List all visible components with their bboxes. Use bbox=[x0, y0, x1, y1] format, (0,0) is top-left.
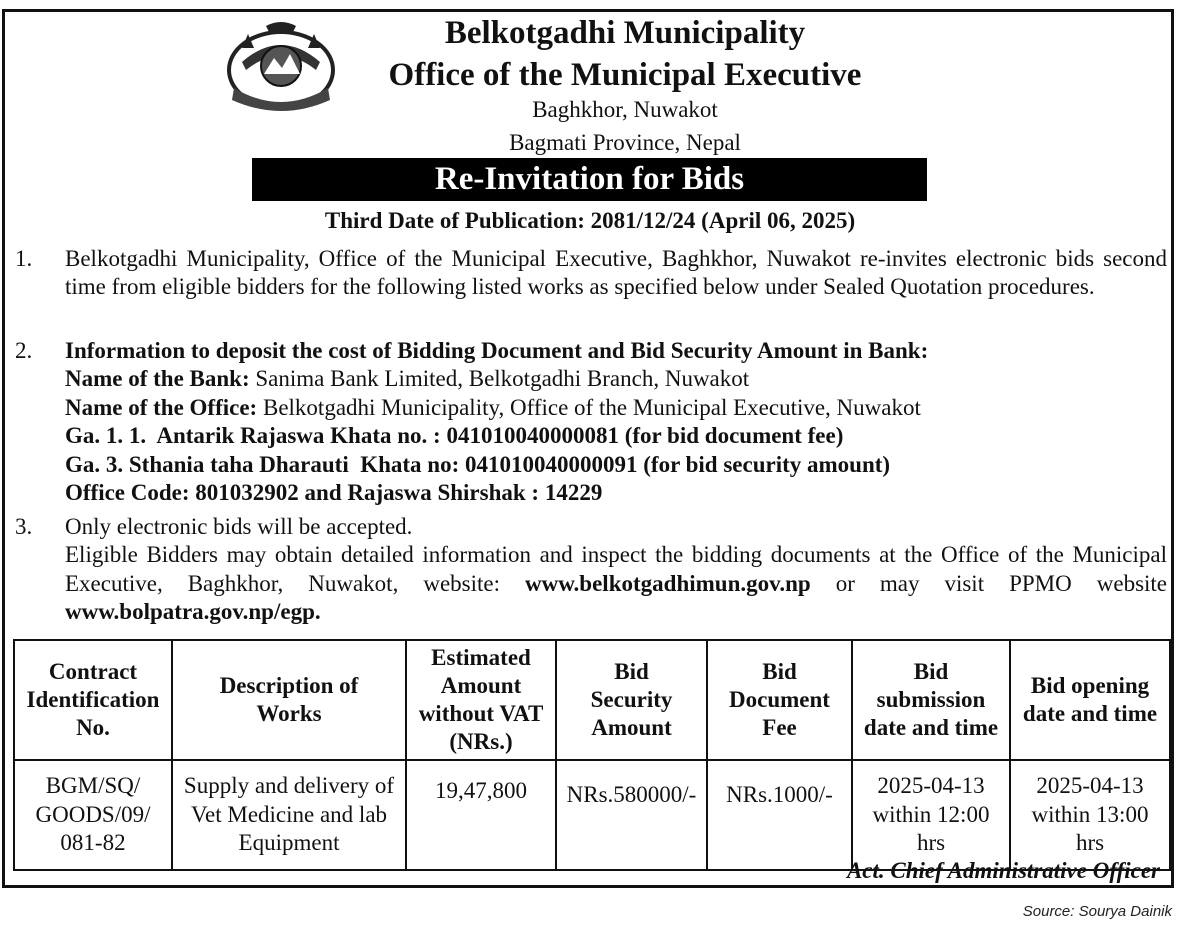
notice-item-1 bbox=[15, 245, 1167, 302]
table-header-row bbox=[14, 640, 1170, 760]
item-text: Belkotgadhi Municipality, Office of the Municipal Executive, Baghkhor, Nuwakot re-invites electronic bids second time from eligible bidders for the following listed works as specified below under Sealed Quotation procedures. bbox=[65, 246, 1167, 300]
bank-name-label: Name of the Bank: bbox=[65, 366, 250, 392]
column-header: Bid Document Fee bbox=[707, 640, 852, 760]
notice-item-2 bbox=[15, 337, 1167, 507]
address-line-1: Baghkhor, Nuwakot bbox=[532, 97, 718, 122]
column-header: Contract Identification No. bbox=[14, 640, 172, 760]
estimated-amount-cell: 19,47,800 bbox=[406, 760, 556, 870]
opening-date-cell: 2025-04-13 within 13:00 hrs bbox=[1010, 760, 1170, 870]
address-line-2: Bagmati Province, Nepal bbox=[509, 130, 741, 155]
column-header: Estimated Amount without VAT (NRs.) bbox=[406, 640, 556, 760]
office-name-value: Belkotgadhi Municipality, Office of the Municipal Executive, Nuwakot bbox=[257, 394, 921, 420]
info-text-start: Eligible Bidders may obtain detailed information and inspect the bidding documents at the Office of the Municipal Executive, Baghkhor, Nuwakot, website: bbox=[65, 542, 1167, 596]
publication-date: Third Date of Publication: 2081/12/24 (April 06, 2025) bbox=[324, 208, 856, 233]
office-name-label: Name of the Office: bbox=[65, 394, 258, 420]
electronic-bids-note: Only electronic bids will be accepted. bbox=[65, 514, 413, 539]
item-number: 3. bbox=[15, 514, 33, 539]
submission-date-cell: 2025-04-13 within 12:00 hrs bbox=[852, 760, 1010, 870]
signatory-title: Act. Chief Administrative Officer bbox=[846, 858, 1160, 883]
municipality-website-link[interactable]: www.belkotgadhimun.gov.np bbox=[525, 570, 811, 596]
column-header: Bid opening date and time bbox=[1010, 640, 1170, 760]
description-cell: Supply and delivery of Vet Medicine and lab Equipment bbox=[172, 760, 406, 870]
bid-security-cell: NRs.580000/- bbox=[556, 760, 707, 870]
source-credit: Source: Sourya Dainik bbox=[1022, 903, 1172, 920]
info-text-mid: or may visit PPMO website bbox=[810, 570, 1168, 596]
office-name-line bbox=[65, 394, 1167, 422]
bank-info-heading: Information to deposit the cost of Bidding Document and Bid Security Amount in Bank: bbox=[65, 338, 929, 363]
office-name: Office of the Municipal Executive bbox=[388, 57, 862, 93]
contract-id-cell: BGM/SQ/ GOODS/09/ 081-82 bbox=[14, 760, 172, 870]
account-bid-security: Ga. 3. Sthania taha Dharauti Khata no: 041010040000091 (for bid security amount) bbox=[65, 451, 891, 477]
notice-item-3 bbox=[15, 513, 1167, 627]
column-header: Description of Works bbox=[172, 640, 406, 760]
office-code: Office Code: 801032902 and Rajaswa Shirshak : 14229 bbox=[65, 480, 603, 506]
bids-table bbox=[13, 639, 1171, 871]
item-number: 2. bbox=[15, 338, 33, 363]
account-document-fee: Ga. 1. 1. Antarik Rajaswa Khata no. : 041010040000081 (for bid document fee) bbox=[65, 423, 844, 449]
municipality-name: Belkotgadhi Municipality bbox=[444, 15, 806, 51]
column-header: Bid Security Amount bbox=[556, 640, 707, 760]
bank-name-value: Sanima Bank Limited, Belkotgadhi Branch, Nuwakot bbox=[249, 366, 750, 392]
notice-title-banner: Re-Invitation for Bids bbox=[252, 158, 927, 201]
document-fee-cell: NRs.1000/- bbox=[707, 760, 852, 870]
ppmo-website-link[interactable]: www.bolpatra.gov.np/egp. bbox=[65, 599, 321, 625]
item-number: 1. bbox=[15, 246, 33, 271]
column-header: Bid submission date and time bbox=[852, 640, 1010, 760]
table-row bbox=[14, 760, 1170, 870]
bank-name-line bbox=[65, 365, 1167, 393]
